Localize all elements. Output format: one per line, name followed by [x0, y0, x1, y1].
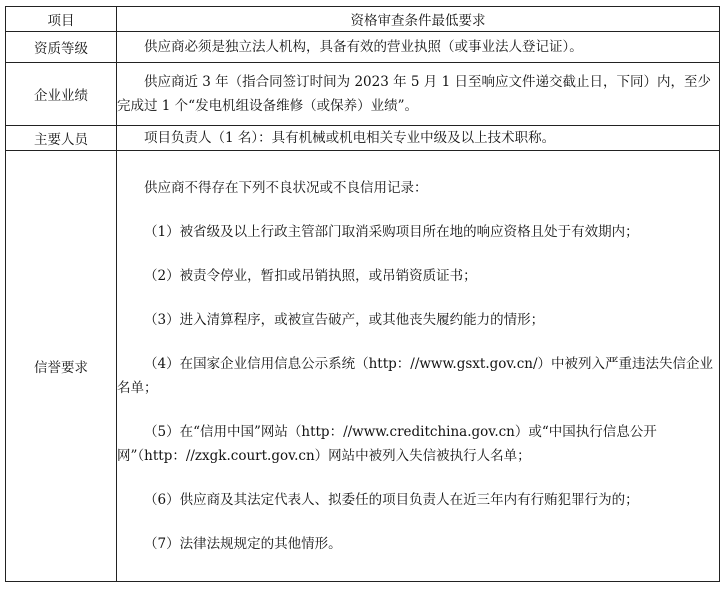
table-row — [6, 151, 720, 582]
personnel-text: 项目负责人（1 名）：具有机械或机电相关专业中级及以上技术职称。 — [144, 130, 556, 146]
qualification-table — [5, 6, 720, 582]
row-label-personnel: 主要人员 — [6, 126, 117, 151]
credit-item-2: （2）被责令停业，暂扣或吊销执照，或吊销资质证书； — [144, 268, 477, 284]
credit-item-7: （7）法律法规规定的其他情形。 — [144, 536, 342, 552]
credit-item-3: （3）进入清算程序，或被宣告破产，或其他丧失履约能力的情形； — [144, 312, 545, 328]
header-requirement: 资格审查条件最低要求 — [117, 7, 720, 32]
credit-item-5: （5）在“信用中国”网站（http：//www.creditchina.gov.cn）或“中国执行信息公开网”（http：//zxgk.court.gov.cn）网站中被列入失信被执行人名单； — [117, 424, 657, 464]
row-content-performance — [117, 63, 720, 126]
row-label-qualification: 资质等级 — [6, 32, 117, 63]
table-row — [6, 126, 720, 151]
credit-item-4: （4）在国家企业信用信息公示系统（http：//www.gsxt.gov.cn/）中被列入严重违法失信企业名单； — [117, 356, 714, 396]
row-content-credit — [117, 151, 720, 582]
performance-text: 供应商近 3 年（指合同签订时间为 2023 年 5 月 1 日至响应文件递交截止日，下同）内，至少完成过 1 个“发电机组设备维修（或保养）业绩”。 — [117, 74, 711, 114]
row-label-performance: 企业业绩 — [6, 63, 117, 126]
header-row — [6, 7, 720, 32]
row-content-personnel — [117, 126, 720, 151]
row-label-credit: 信誉要求 — [6, 151, 117, 582]
credit-item-6: （6）供应商及其法定代表人、拟委任的项目负责人在近三年内有行贿犯罪行为的； — [144, 492, 639, 508]
credit-item-1: （1）被省级及以上行政主管部门取消采购项目所在地的响应资格且处于有效期内； — [144, 224, 639, 240]
header-item: 项目 — [6, 7, 117, 32]
credit-intro: 供应商不得存在下列不良状况或不良信用记录： — [144, 180, 428, 196]
row-content-qualification — [117, 32, 720, 63]
qualification-text: 供应商必须是独立法人机构，具备有效的营业执照（或事业法人登记证）。 — [144, 39, 583, 55]
table-row — [6, 63, 720, 126]
table-row — [6, 32, 720, 63]
